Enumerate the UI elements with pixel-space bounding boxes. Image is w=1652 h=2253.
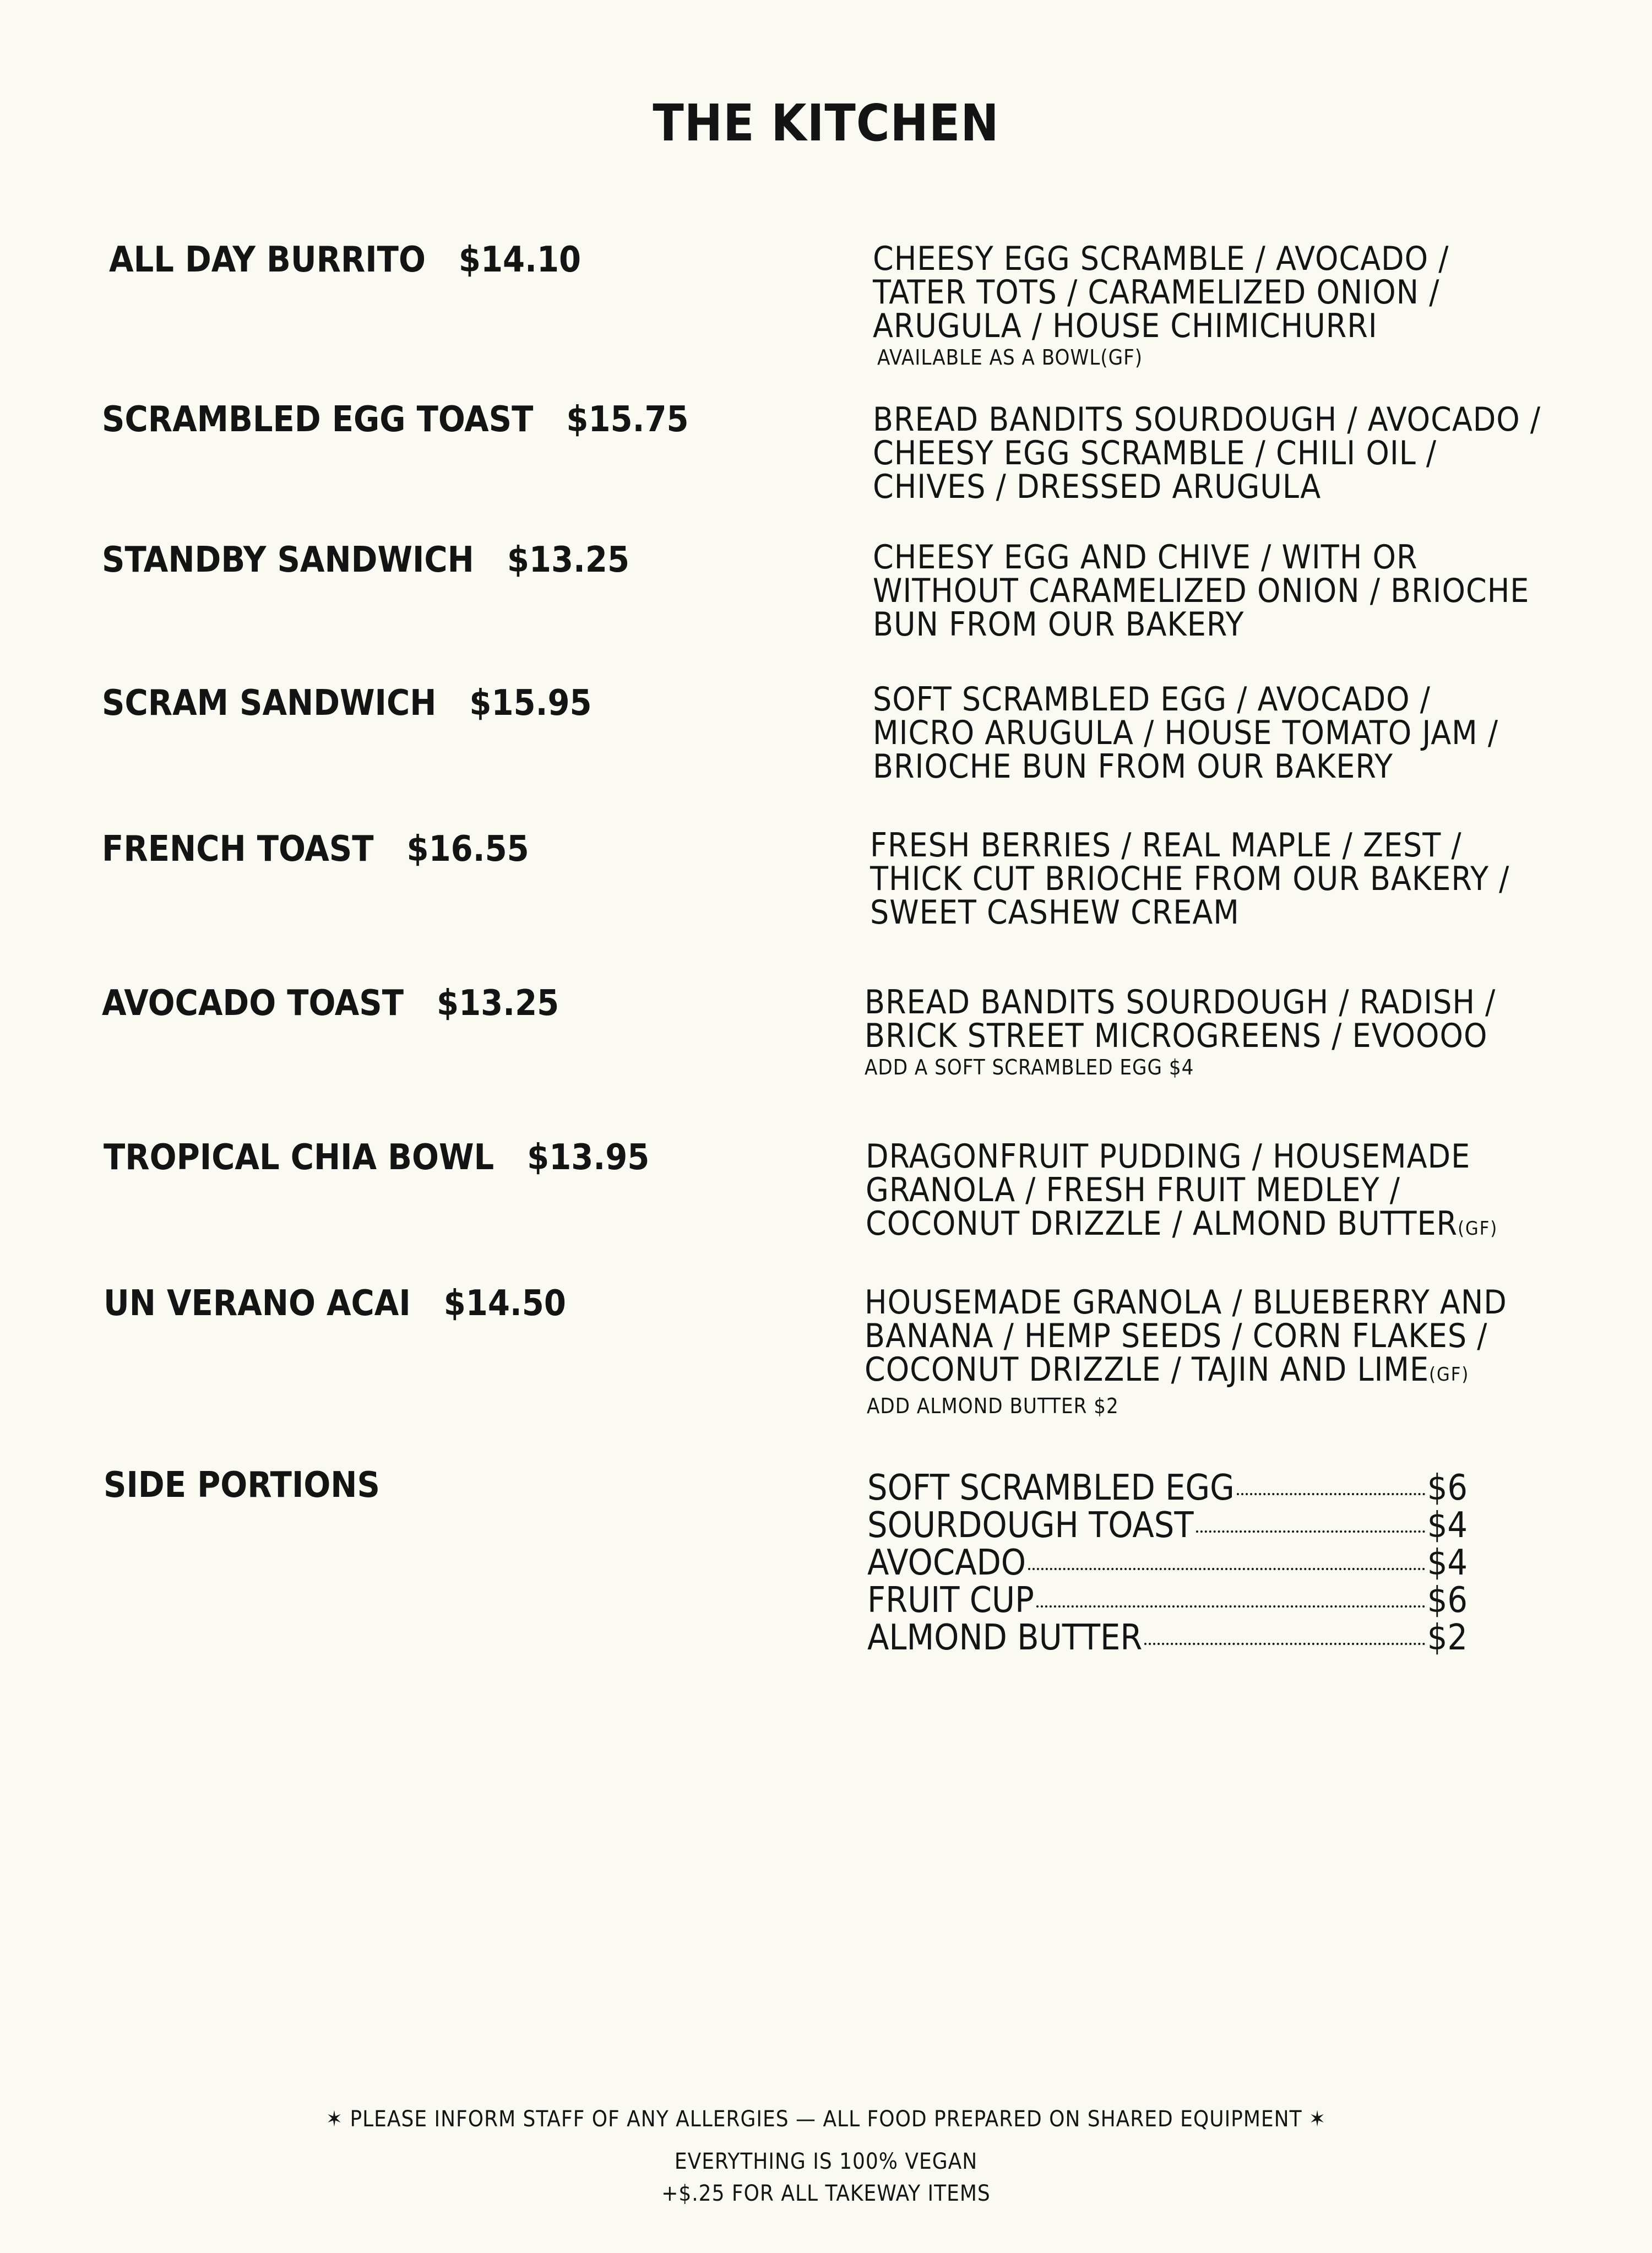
side-item — [867, 1469, 1468, 1507]
star-icon: ✶ — [325, 2107, 343, 2132]
menu-item-description — [870, 826, 1586, 932]
description-line: SOFT SCRAMBLED EGG / AVOCADO / — [873, 680, 1431, 719]
dotted-leader — [1237, 1493, 1425, 1495]
allergy-text: PLEASE INFORM STAFF OF ANY ALLERGIES — ALL FOOD PREPARED ON SHARED EQUIPMENT — [350, 2107, 1302, 2132]
description-line: CHIVES / DRESSED ARUGULA — [873, 468, 1322, 506]
dotted-leader — [1028, 1568, 1425, 1570]
menu-item-name — [104, 1283, 566, 1324]
side-item — [867, 1507, 1468, 1544]
gluten-free-tag: (GF) — [1429, 1364, 1470, 1386]
menu-item-name — [102, 829, 529, 870]
item-price: $14.50 — [443, 1283, 566, 1324]
item-price: $13.25 — [507, 540, 630, 580]
item-note: ADD A SOFT SCRAMBLED EGG $4 — [865, 1055, 1194, 1079]
description-line: CHEESY EGG SCRAMBLE / CHILI OIL / — [873, 434, 1437, 473]
item-price: $13.25 — [437, 983, 559, 1024]
gluten-free-tag: (GF) — [1458, 1218, 1498, 1240]
description-line: ARUGULA / HOUSE CHIMICHURRI — [873, 307, 1378, 345]
takeaway-notice: +$.25 FOR ALL TAKEWAY ITEMS — [661, 2181, 991, 2206]
description-line: BUN FROM OUR BAKERY — [873, 605, 1245, 644]
description-line: WITHOUT CARAMELIZED ONION / BRIOCHE — [873, 572, 1530, 610]
menu-item-description — [865, 1283, 1580, 1420]
description-line: BRICK STREET MICROGREENS / EVOOOO — [865, 1017, 1488, 1055]
description-line — [865, 1350, 1580, 1392]
dotted-leader — [1036, 1605, 1425, 1608]
item-name-text: TROPICAL CHIA BOWL — [104, 1137, 494, 1178]
description-line: SWEET CASHEW CREAM — [870, 893, 1240, 932]
menu-item-description — [873, 680, 1589, 786]
item-name-text: AVOCADO TOAST — [102, 983, 404, 1024]
description-line: HOUSEMADE GRANOLA / BLUEBERRY AND — [865, 1283, 1507, 1322]
side-item-name: ALMOND BUTTER — [867, 1617, 1143, 1658]
item-name-text: FRENCH TOAST — [102, 829, 374, 870]
description-line: BRIOCHE BUN FROM OUR BAKERY — [873, 747, 1393, 786]
side-item-price: $2 — [1427, 1617, 1468, 1658]
side-item — [867, 1544, 1468, 1582]
vegan-notice: EVERYTHING IS 100% VEGAN — [674, 2149, 978, 2174]
item-price: $16.55 — [406, 829, 529, 870]
item-note: AVAILABLE AS A BOWL(GF) — [877, 345, 1143, 370]
side-item — [867, 1582, 1468, 1619]
side-item-name: AVOCADO — [867, 1543, 1026, 1583]
description-text: COCONUT DRIZZLE / TAJIN AND LIME — [865, 1350, 1430, 1389]
side-item-name: FRUIT CUP — [867, 1580, 1034, 1621]
item-name-text: UN VERANO ACAI — [104, 1283, 411, 1324]
description-line: DRAGONFRUIT PUDDING / HOUSEMADE — [866, 1137, 1471, 1176]
item-price: $13.95 — [527, 1137, 650, 1178]
description-line: CHEESY EGG SCRAMBLE / AVOCADO / — [873, 240, 1449, 278]
side-item-name: SOFT SCRAMBLED EGG — [867, 1468, 1235, 1508]
description-line: MICRO ARUGULA / HOUSE TOMATO JAM / — [873, 714, 1499, 752]
menu-item-description — [866, 1137, 1582, 1246]
menu-item-description — [873, 538, 1589, 644]
description-line — [866, 1204, 1582, 1246]
side-item-price: $6 — [1427, 1468, 1468, 1508]
description-line: FRESH BERRIES / REAL MAPLE / ZEST / — [870, 826, 1462, 865]
item-name-text: STANDBY SANDWICH — [102, 540, 474, 580]
item-name-text: SCRAM SANDWICH — [102, 683, 437, 724]
side-item-price: $4 — [1427, 1543, 1468, 1583]
dotted-leader — [1144, 1643, 1425, 1645]
description-line: BREAD BANDITS SOURDOUGH / AVOCADO / — [873, 400, 1541, 439]
description-text: COCONUT DRIZZLE / ALMOND BUTTER — [866, 1204, 1458, 1243]
side-item-price: $4 — [1427, 1505, 1468, 1546]
star-icon: ✶ — [1308, 2107, 1327, 2132]
description-line: THICK CUT BRIOCHE FROM OUR BAKERY / — [870, 860, 1510, 898]
item-price: $15.75 — [566, 399, 689, 440]
description-line: TATER TOTS / CARAMELIZED ONION / — [873, 273, 1440, 312]
menu-item-name — [102, 540, 629, 580]
item-price: $14.10 — [458, 240, 582, 280]
menu-title: THE KITCHEN — [653, 94, 999, 153]
side-item-price: $6 — [1427, 1580, 1468, 1621]
menu-item-name — [102, 683, 592, 724]
menu-item-description — [873, 242, 1589, 372]
menu-item-name — [109, 240, 581, 280]
description-line: GRANOLA / FRESH FRUIT MEDLEY / — [866, 1171, 1400, 1209]
dotted-leader — [1196, 1530, 1425, 1533]
menu-item-name — [102, 983, 559, 1024]
item-name-text: SCRAMBLED EGG TOAST — [102, 399, 534, 440]
menu-item-description — [865, 983, 1580, 1082]
side-item — [867, 1619, 1468, 1657]
side-item-name: SOURDOUGH TOAST — [867, 1505, 1194, 1546]
description-line: CHEESY EGG AND CHIVE / WITH OR — [873, 538, 1418, 577]
menu-item-name — [104, 1137, 649, 1178]
description-line: BREAD BANDITS SOURDOUGH / RADISH / — [865, 983, 1496, 1022]
side-portions-list — [867, 1469, 1468, 1657]
allergy-notice — [0, 2107, 1652, 2132]
menu-item-description — [873, 400, 1589, 506]
item-name-text: ALL DAY BURRITO — [109, 240, 426, 280]
item-note: ADD ALMOND BUTTER $2 — [867, 1394, 1119, 1418]
menu-item-name — [102, 399, 689, 440]
side-portions-heading: SIDE PORTIONS — [104, 1465, 380, 1506]
item-price: $15.95 — [469, 683, 592, 724]
description-line: BANANA / HEMP SEEDS / CORN FLAKES / — [865, 1317, 1488, 1355]
